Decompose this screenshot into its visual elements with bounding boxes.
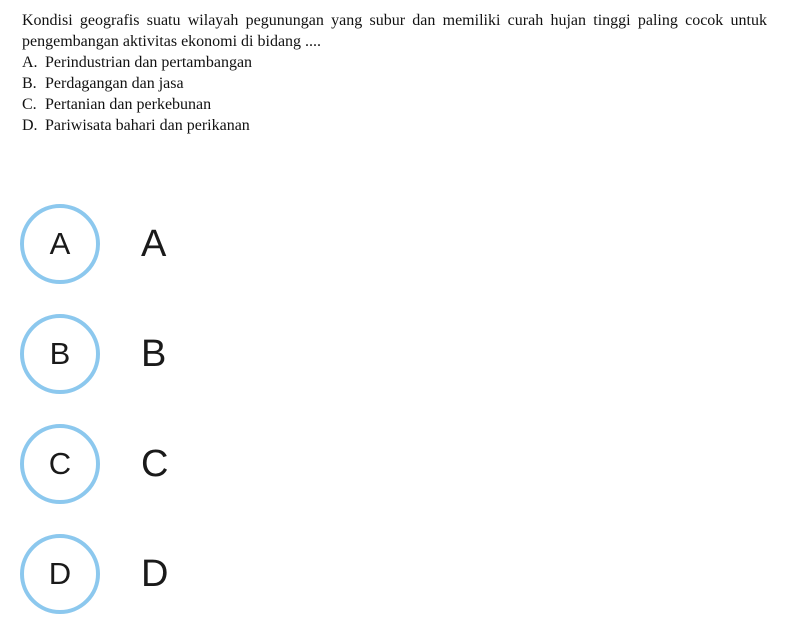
answer-circle-b[interactable]: B	[20, 314, 100, 394]
answer-label-d[interactable]: D	[141, 552, 169, 595]
choice-letter: A.	[22, 54, 38, 71]
question-stem: Kondisi geografis suatu wilayah pegunungan yang subur dan memiliki curah hujan tinggi paling cocok untuk pengembangan aktivitas ekonomi di bidang ....	[22, 12, 767, 50]
choice-letter: C.	[22, 96, 37, 113]
answer-circle-a[interactable]: A	[20, 204, 100, 284]
choice-item-d	[22, 115, 767, 136]
choice-text: Perindustrian dan pertambangan	[45, 54, 253, 71]
choice-item-b	[22, 73, 767, 94]
answer-label-c[interactable]: C	[141, 442, 169, 485]
answer-circle-d[interactable]: D	[20, 534, 100, 614]
answer-option-c[interactable]	[20, 424, 220, 508]
choice-item-c	[22, 94, 767, 115]
choice-item-a	[22, 52, 767, 73]
answer-option-b[interactable]	[20, 314, 220, 398]
choice-text: Pertanian dan perkebunan	[45, 96, 212, 113]
answer-circle-c[interactable]: C	[20, 424, 100, 504]
answer-label-a[interactable]: A	[141, 222, 167, 265]
choice-text: Pariwisata bahari dan perikanan	[45, 117, 250, 134]
question-block	[22, 10, 767, 136]
choice-letter: D.	[22, 117, 38, 134]
answer-label-b[interactable]: B	[141, 332, 167, 375]
choice-text: Perdagangan dan jasa	[45, 75, 184, 92]
choice-list	[22, 52, 767, 136]
choice-letter: B.	[22, 75, 37, 92]
answer-option-d[interactable]	[20, 534, 220, 618]
answer-option-a[interactable]	[20, 204, 220, 288]
